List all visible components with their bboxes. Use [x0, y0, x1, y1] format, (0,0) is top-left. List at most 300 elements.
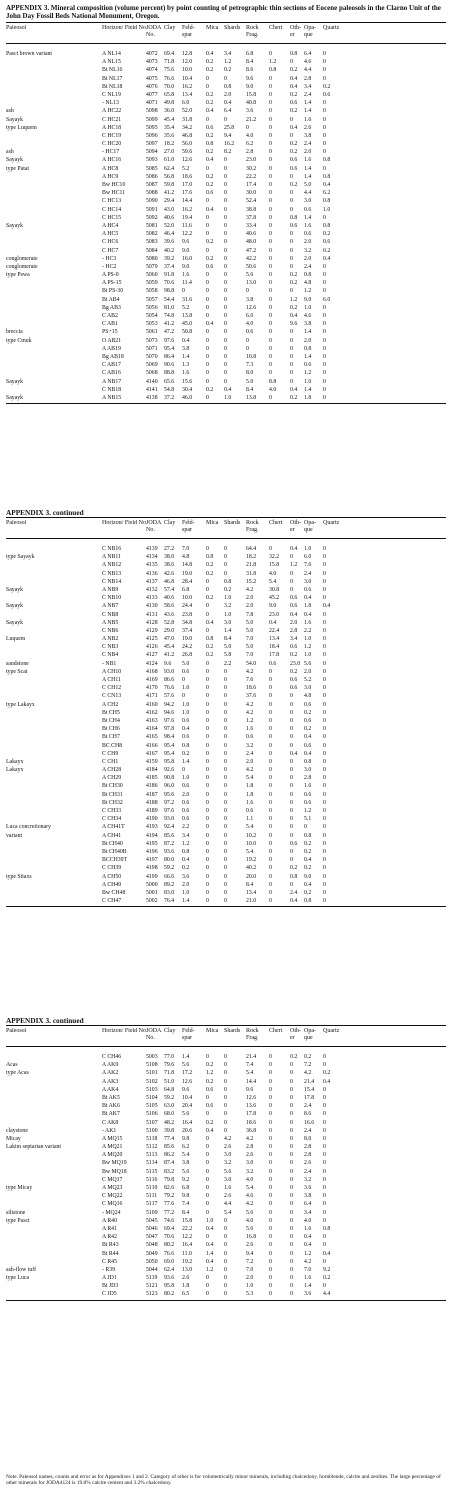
chert-cell: 0 — [269, 329, 272, 336]
opaque-cell: 1.4 — [304, 108, 312, 115]
paleosol-cell: type Sayayk — [6, 554, 35, 561]
joda-cell: 5102 — [146, 1078, 158, 1085]
mica-cell: 0.2 — [206, 652, 214, 659]
other-cell: 0 — [290, 1127, 293, 1134]
chert-cell: 23.0 — [269, 611, 280, 618]
joda-cell: 5054 — [146, 313, 158, 319]
quartz-cell: 0 — [323, 1152, 326, 1159]
mica-cell: 0.6 — [206, 190, 214, 197]
rock-fragments-cell: 4.2 — [246, 1135, 254, 1142]
rock-fragments-cell: 9.6 — [246, 1086, 254, 1093]
other-cell: 0 — [290, 1291, 293, 1298]
horizon-cell: A CH41T — [102, 824, 125, 831]
joda-cell: 5045 — [146, 1217, 158, 1224]
quartz-cell: 0.4 — [323, 255, 331, 262]
horizon-cell: A HC16 — [102, 157, 122, 164]
joda-cell: 5092 — [146, 214, 158, 221]
shards-cell: 0 — [224, 554, 227, 561]
shards-cell: 0 — [224, 1250, 227, 1257]
quartz-cell: 0.4 — [323, 1250, 331, 1257]
opaque-cell: 16.6 — [304, 1119, 315, 1126]
opaque-cell: 2.8 — [304, 1144, 312, 1151]
other-cell: 0.6 — [290, 595, 298, 602]
rock-fragments-cell: 2.0 — [246, 603, 254, 610]
mica-cell: 0 — [206, 693, 209, 700]
quartz-cell: 0 — [323, 1062, 326, 1069]
clay-cell: 18.2 — [164, 141, 175, 148]
quartz-cell: 0 — [323, 578, 326, 585]
horizon-cell: Bt AK5 — [102, 1094, 120, 1101]
clay-cell: 64.8 — [164, 1086, 175, 1093]
table-row — [6, 75, 446, 83]
horizon-cell: C NB13 — [102, 570, 122, 577]
header-joda: JODA No. — [146, 1028, 162, 1041]
table-row — [6, 725, 446, 733]
other-cell: 2.4 — [290, 889, 298, 896]
table-row — [6, 1102, 446, 1110]
shards-cell: 3.0 — [224, 619, 232, 626]
horizon-cell: C HC15 — [102, 214, 122, 221]
rock-fragments-cell: 1.1 — [246, 816, 254, 823]
horizon-cell: Bt AK6 — [102, 1103, 120, 1110]
clay-cell: 92.6 — [164, 767, 175, 774]
clay-cell: 97.6 — [164, 717, 175, 724]
quartz-cell: 0 — [323, 1094, 326, 1101]
horizon-cell: C HC7 — [102, 247, 119, 254]
rock-fragments-cell: 13.0 — [246, 280, 257, 287]
quartz-cell: 0.2 — [323, 83, 331, 90]
quartz-cell: 0 — [323, 595, 326, 602]
feldspar-cell: 0.8 — [182, 742, 190, 749]
clay-cell: 41.2 — [164, 652, 175, 659]
other-cell: 0 — [290, 255, 293, 262]
rock-fragments-cell: 15.8 — [246, 91, 257, 98]
feldspar-cell: 14.8 — [182, 562, 193, 569]
feldspar-cell: 17.2 — [182, 1070, 193, 1077]
paleosol-cell: ash — [6, 149, 14, 156]
joda-cell: 4189 — [146, 808, 158, 814]
mica-cell: 0 — [206, 1094, 209, 1101]
opaque-cell: 15.4 — [304, 1086, 315, 1093]
rock-fragments-cell: 0 — [246, 124, 249, 131]
quartz-cell: 0 — [323, 386, 326, 393]
quartz-cell: 0 — [323, 1168, 326, 1175]
mica-cell: 0.4 — [206, 51, 214, 57]
horizon-cell: - HC3 — [102, 255, 117, 262]
horizon-cell: C NB14 — [102, 578, 122, 585]
chert-cell: 0 — [269, 783, 272, 790]
clay-cell: 79.2 — [164, 1193, 175, 1200]
header-mica: Mica — [206, 520, 219, 526]
rock-fragments-cell: 7.8 — [246, 611, 254, 618]
opaque-cell: 0.6 — [304, 231, 312, 238]
clay-cell: 79.8 — [164, 1176, 175, 1183]
opaque-cell: 1.4 — [304, 214, 312, 221]
shards-cell: 0 — [224, 693, 227, 700]
other-cell: 0.2 — [290, 182, 298, 188]
opaque-cell: 6.4 — [304, 1201, 312, 1208]
quartz-cell: 0 — [323, 263, 326, 270]
other-cell: 0 — [290, 1217, 293, 1224]
feldspar-cell: 1.4 — [182, 898, 190, 905]
other-cell: 0 — [290, 1225, 293, 1232]
table-row — [6, 1266, 446, 1274]
other-cell: 0 — [290, 1111, 293, 1118]
horizon-cell: Bt R43 — [102, 1242, 119, 1249]
shards-cell: 0 — [224, 1127, 227, 1134]
table-row — [6, 651, 446, 659]
table-row — [6, 619, 446, 627]
feldspar-cell: 5.6 — [182, 1111, 190, 1118]
header-quartz: Quartz — [323, 1028, 340, 1034]
feldspar-cell: 9.8 — [182, 1193, 190, 1200]
mica-cell: 0 — [206, 353, 209, 360]
clay-cell: 41.2 — [164, 190, 175, 197]
feldspar-cell: 9.0 — [182, 263, 190, 270]
opaque-cell: 1.2 — [304, 288, 312, 295]
rock-fragments-cell: 10.0 — [246, 840, 257, 847]
feldspar-cell: 3.8 — [182, 1160, 190, 1167]
shards-cell: 0 — [224, 280, 227, 287]
shards-cell: 0 — [224, 198, 227, 205]
chert-cell: 0 — [269, 709, 272, 716]
quartz-cell: 0 — [323, 799, 326, 806]
table-row — [6, 369, 446, 377]
opaque-cell: 2.2 — [304, 627, 312, 634]
opaque-cell: 9.0 — [304, 296, 312, 303]
horizon-cell: Bt CH4 — [102, 717, 120, 724]
table-row — [6, 701, 446, 709]
opaque-cell: 1.6 — [304, 157, 312, 164]
horizon-cell: A NB2 — [102, 636, 119, 643]
table-row — [6, 881, 446, 889]
header-paleosol: Paleosol — [6, 25, 27, 31]
quartz-cell: 0 — [323, 1209, 326, 1216]
rock-fragments-cell: 8.4 — [246, 881, 254, 888]
mica-cell: 0 — [206, 222, 209, 229]
mica-cell: 0 — [206, 603, 209, 610]
paleosol-cell: ash-flow tuff — [6, 1266, 36, 1273]
feldspar-cell: 22.2 — [182, 1225, 193, 1232]
clay-cell: 85.6 — [164, 832, 175, 839]
opaque-cell: 3.6 — [304, 1185, 312, 1191]
clay-cell: 48.2 — [164, 1119, 175, 1126]
other-cell: 0 — [290, 848, 293, 855]
table-row — [6, 197, 446, 205]
joda-cell: 5090 — [146, 198, 158, 205]
clay-cell: 45.4 — [164, 116, 175, 123]
quartz-cell: 0.8 — [323, 222, 331, 229]
shards-cell: 0 — [224, 726, 227, 733]
table-row — [6, 848, 446, 856]
joda-cell: 5046 — [146, 1225, 158, 1232]
opaque-cell: 2.6 — [304, 124, 312, 131]
rock-fragments-cell: 37.6 — [246, 693, 257, 700]
mica-cell: 0 — [206, 857, 209, 864]
rock-fragments-cell: 3.0 — [246, 1160, 254, 1167]
feldspar-cell: 9.8 — [182, 1135, 190, 1142]
feldspar-cell: 10.4 — [182, 75, 193, 82]
quartz-cell: 0 — [323, 1127, 326, 1134]
rock-fragments-cell: 7.0 — [246, 636, 254, 643]
table-row — [6, 1250, 446, 1258]
rock-fragments-cell: 4.2 — [246, 709, 254, 716]
shards-cell: 6.4 — [224, 108, 232, 115]
quartz-cell: 0 — [323, 873, 326, 880]
horizon-cell: C HC13 — [102, 198, 122, 205]
joda-cell: 4136 — [146, 570, 158, 577]
joda-cell: 4197 — [146, 857, 158, 864]
quartz-cell: 0 — [323, 848, 326, 855]
quartz-cell: 0.4 — [323, 182, 331, 188]
horizon-cell: C NB6 — [102, 627, 119, 634]
clay-cell: 83.2 — [164, 1168, 175, 1175]
clay-cell: 42.6 — [164, 570, 175, 577]
clay-cell: 70.6 — [164, 280, 175, 287]
clay-cell: 35.4 — [164, 124, 175, 131]
horizon-cell: Bt CH6 — [102, 726, 120, 733]
other-cell: 0 — [290, 1283, 293, 1290]
rock-fragments-cell: 7.3 — [246, 362, 254, 369]
feldspar-cell: 0.6 — [182, 799, 190, 806]
mica-cell: 0.2 — [206, 67, 214, 74]
opaque-cell: 0.6 — [304, 742, 312, 749]
horizon-cell: Bt AK7 — [102, 1111, 120, 1118]
feldspar-cell: 0 — [182, 288, 185, 295]
other-cell: 0 — [290, 173, 293, 180]
table-row — [6, 660, 446, 668]
header-mica: Mica — [206, 25, 219, 31]
mica-cell: 0.8 — [206, 141, 214, 148]
quartz-cell: 0 — [323, 378, 326, 385]
table-note: Note. Paleosol names, counts and error as for Appendixes 1 and 2. Category of other is for volumetrically minor minerals, including chalcedony, hornblende, calcite and zeolites. The large percentage of other minerals for JODA4124 is 19.8% calcite cement and 3.2% chalcedony. — [6, 1474, 441, 1487]
mica-cell: 0 — [206, 840, 209, 847]
rock-fragments-cell: 5.0 — [246, 378, 254, 385]
feldspar-cell: 0.6 — [182, 734, 190, 741]
feldspar-cell: 19.0 — [182, 636, 193, 643]
joda-cell: 4199 — [146, 873, 158, 880]
clay-cell: 76.6 — [164, 75, 175, 82]
table-row — [6, 815, 446, 823]
horizon-cell: C HC21 — [102, 116, 122, 123]
table-row — [6, 774, 446, 782]
paleosol-cell: type Cmuk — [6, 337, 32, 344]
table-row — [6, 378, 446, 386]
mica-cell: 0 — [206, 1283, 209, 1290]
header-shards: Shards — [224, 25, 241, 31]
joda-cell: 5056 — [146, 304, 158, 311]
feldspar-cell: 1.4 — [182, 1054, 190, 1060]
header-joda: JODA No. — [146, 520, 162, 533]
horizon-cell: C NB10 — [102, 595, 122, 602]
chert-cell: 0 — [269, 832, 272, 839]
clay-cell: 69.0 — [164, 1258, 175, 1265]
clay-cell: 43.0 — [164, 206, 175, 213]
shards-cell: 0 — [224, 353, 227, 360]
joda-cell: 4075 — [146, 75, 158, 82]
quartz-cell: 0 — [323, 149, 326, 156]
joda-cell: 4073 — [146, 59, 158, 66]
feldspar-cell: 28.4 — [182, 578, 193, 585]
horizon-cell: A MQ15 — [102, 1135, 123, 1142]
joda-cell: 5080 — [146, 255, 158, 262]
clay-cell: 90.6 — [164, 362, 175, 369]
chert-cell: 0.6 — [269, 660, 277, 667]
clay-cell: 41.2 — [164, 321, 175, 328]
horizon-cell: - NB1 — [102, 660, 117, 667]
feldspar-cell: 56.0 — [182, 141, 193, 148]
mica-cell: 0 — [206, 345, 209, 352]
table-body — [6, 50, 446, 402]
other-cell: 0.4 — [290, 898, 298, 905]
table-body — [6, 1053, 446, 1299]
rock-fragments-cell: 8.0 — [246, 370, 254, 377]
opaque-cell: 0.6 — [304, 799, 312, 806]
mica-cell: 0.6 — [206, 263, 214, 270]
joda-cell: 4126 — [146, 644, 158, 651]
chert-cell: 0 — [269, 1127, 272, 1134]
opaque-cell: 1.6 — [304, 619, 312, 626]
mica-cell: 0 — [206, 1193, 209, 1200]
feldspar-cell: 0.2 — [182, 865, 190, 872]
quartz-cell: 0 — [323, 717, 326, 724]
shards-cell: 2.6 — [224, 1193, 232, 1200]
horizon-cell: A HC22 — [102, 108, 122, 115]
horizon-cell: A PS-15 — [102, 280, 122, 287]
feldspar-cell: 16.4 — [182, 1242, 193, 1249]
mica-cell: 0 — [206, 865, 209, 872]
header-chert: Chert — [269, 520, 283, 526]
opaque-cell: 3.2 — [304, 1176, 312, 1183]
joda-cell: 5081 — [146, 222, 158, 229]
quartz-cell: 0 — [323, 832, 326, 839]
opaque-cell: 7.0 — [304, 1266, 312, 1273]
mica-cell: 0 — [206, 799, 209, 806]
other-cell: 0 — [290, 1242, 293, 1249]
shards-cell: 0 — [224, 685, 227, 692]
joda-cell: 4184 — [146, 767, 158, 774]
rock-fragments-cell: 2.0 — [246, 1275, 254, 1282]
mica-cell: 0 — [206, 231, 209, 238]
horizon-cell: - R39 — [102, 1266, 116, 1273]
rock-fragments-cell: 12.6 — [246, 304, 257, 311]
rock-fragments-cell: 4.0 — [246, 1217, 254, 1224]
mica-cell: 0 — [206, 627, 209, 634]
chert-cell: 0 — [269, 116, 272, 123]
mica-cell: 0.2 — [206, 59, 214, 66]
rock-fragments-cell: 33.4 — [246, 222, 257, 229]
other-cell: 1.2 — [290, 296, 298, 303]
feldspar-cell: 1.0 — [182, 685, 190, 692]
chert-cell: 0 — [269, 124, 272, 131]
clay-cell: 96.0 — [164, 783, 175, 790]
opaque-cell: 1.4 — [304, 100, 312, 107]
table-header — [6, 518, 446, 538]
chert-cell: 0 — [269, 108, 272, 115]
rock-fragments-cell: 18.6 — [246, 685, 257, 692]
chert-cell: 0 — [269, 857, 272, 864]
other-cell: 0.8 — [290, 51, 298, 57]
chert-cell: 0 — [269, 255, 272, 262]
rock-fragments-cell: 4.2 — [246, 1201, 254, 1208]
mica-cell: 0.2 — [206, 100, 214, 107]
shards-cell: 0 — [224, 816, 227, 823]
chert-cell: 0.8 — [269, 67, 277, 74]
shards-cell: 0 — [224, 562, 227, 569]
shards-cell: 0.4 — [224, 386, 232, 393]
quartz-cell: 0 — [323, 586, 326, 593]
opaque-cell: 2.4 — [304, 1168, 312, 1175]
table-row — [6, 1135, 446, 1143]
chert-cell: 22.4 — [269, 627, 280, 634]
mica-cell: 0.2 — [206, 1078, 214, 1085]
rock-fragments-cell: 3.2 — [246, 1168, 254, 1175]
quartz-cell: 0 — [323, 1258, 326, 1265]
other-cell: 0.2 — [290, 67, 298, 74]
opaque-cell: 0.4 — [304, 750, 312, 757]
clay-cell: 38.6 — [164, 562, 175, 569]
chert-cell: 0 — [269, 889, 272, 896]
rock-fragments-cell: 8.4 — [246, 386, 254, 393]
chert-cell: 0 — [269, 1225, 272, 1232]
joda-cell: 5096 — [146, 132, 158, 139]
quartz-cell: 0 — [323, 1242, 326, 1249]
rock-fragments-cell: 13.6 — [246, 1103, 257, 1110]
quartz-cell: 6.2 — [323, 190, 331, 197]
clay-cell: 97.6 — [164, 337, 175, 344]
feldspar-cell: 0.6 — [182, 808, 190, 814]
header-feldspar: Feld- spar — [182, 25, 195, 38]
other-cell: 0 — [290, 1078, 293, 1085]
mica-cell: 0 — [206, 767, 209, 774]
rock-fragments-cell: 14.4 — [246, 1078, 257, 1085]
clay-cell: 69.4 — [164, 51, 175, 57]
chert-cell: 0 — [269, 1135, 272, 1142]
opaque-cell: 1.2 — [304, 370, 312, 377]
rock-fragments-cell: 4.0 — [246, 1176, 254, 1183]
quartz-cell: 0 — [323, 272, 326, 279]
table-row — [6, 1078, 446, 1086]
chert-cell: 0 — [269, 1160, 272, 1167]
paleosol-cell: Sayayk — [6, 157, 24, 164]
clay-cell: 93.6 — [164, 848, 175, 855]
joda-cell: 5048 — [146, 1242, 158, 1249]
paleosol-cell: Pasct brown variant — [6, 51, 53, 57]
chert-cell: 0 — [269, 75, 272, 82]
opaque-cell: 1.6 — [304, 1275, 312, 1282]
other-cell: 0 — [290, 767, 293, 774]
mica-cell: 0 — [206, 1275, 209, 1282]
chert-cell: 0 — [269, 1094, 272, 1101]
rock-fragments-cell: 0.6 — [246, 808, 254, 814]
opaque-cell: 1.4 — [304, 353, 312, 360]
paleosol-cell: type Scat — [6, 668, 28, 675]
joda-cell: 4129 — [146, 627, 158, 634]
horizon-cell: C CN13 — [102, 693, 122, 700]
horizon-cell: BC CH8 — [102, 742, 123, 749]
other-cell: 0 — [290, 239, 293, 246]
other-cell: 0 — [290, 1209, 293, 1216]
shards-cell: 0 — [224, 808, 227, 814]
joda-cell: 5044 — [146, 1266, 158, 1273]
clay-cell: 97.2 — [164, 799, 175, 806]
rock-fragments-cell: 9.0 — [246, 83, 254, 90]
shards-cell: 0.2 — [224, 67, 232, 74]
opaque-cell: 0.2 — [304, 709, 312, 716]
opaque-cell: 2.4 — [304, 1103, 312, 1110]
joda-cell: 5053 — [146, 321, 158, 328]
table-row — [6, 1069, 446, 1077]
